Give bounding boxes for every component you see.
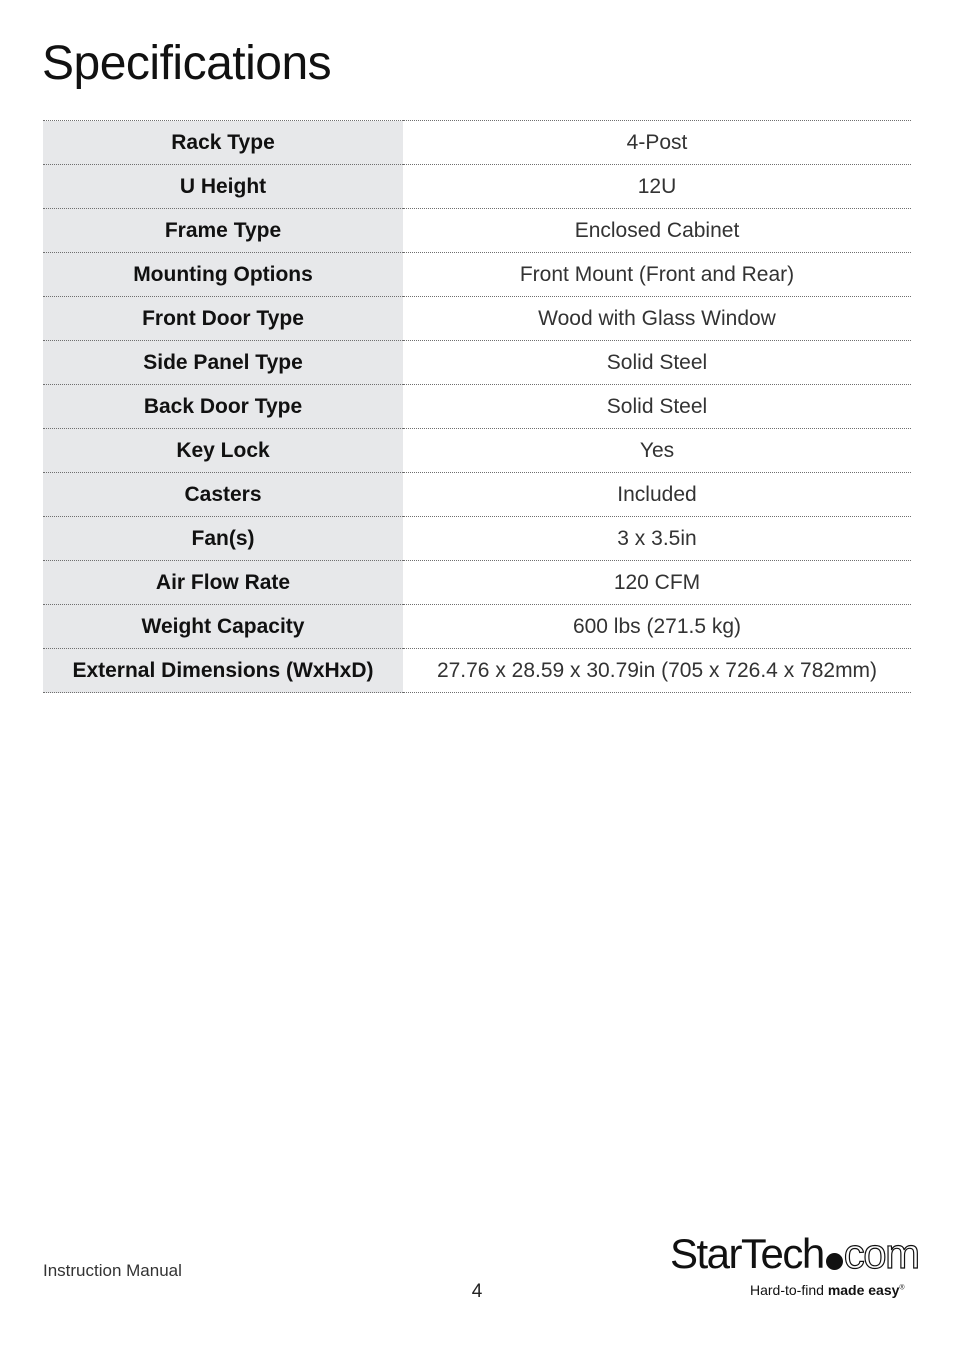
table-row — [43, 605, 911, 649]
spec-label: Frame Type — [43, 209, 403, 253]
spec-label: External Dimensions (WxHxD) — [43, 649, 403, 693]
table-row — [43, 473, 911, 517]
spec-label: Mounting Options — [43, 253, 403, 297]
spec-label: Front Door Type — [43, 297, 403, 341]
spec-label: Casters — [43, 473, 403, 517]
table-row — [43, 649, 911, 693]
spec-value: Wood with Glass Window — [403, 297, 911, 341]
specifications-table — [43, 120, 911, 693]
logo-brand: StarTech — [670, 1230, 824, 1277]
logo-dot-icon — [826, 1253, 843, 1270]
spec-value: Included — [403, 473, 911, 517]
spec-value: 600 lbs (271.5 kg) — [403, 605, 911, 649]
spec-label: Key Lock — [43, 429, 403, 473]
spec-label: Air Flow Rate — [43, 561, 403, 605]
table-row — [43, 429, 911, 473]
spec-label: U Height — [43, 165, 403, 209]
spec-value: 3 x 3.5in — [403, 517, 911, 561]
registered-mark: ® — [899, 1284, 905, 1292]
spec-value: Yes — [403, 429, 911, 473]
spec-value: 27.76 x 28.59 x 30.79in (705 x 726.4 x 782mm) — [403, 649, 911, 693]
spec-label: Weight Capacity — [43, 605, 403, 649]
logo-tagline — [750, 1282, 905, 1298]
spec-label: Back Door Type — [43, 385, 403, 429]
table-row — [43, 121, 911, 165]
logo-wordmark — [670, 1228, 919, 1280]
page-title: Specifications — [42, 37, 332, 90]
table-row — [43, 209, 911, 253]
spec-value: Enclosed Cabinet — [403, 209, 911, 253]
spec-value: 12U — [403, 165, 911, 209]
spec-label: Rack Type — [43, 121, 403, 165]
table-row — [43, 561, 911, 605]
footer-label: Instruction Manual — [43, 1261, 182, 1280]
table-row — [43, 517, 911, 561]
spec-value: Front Mount (Front and Rear) — [403, 253, 911, 297]
table-row — [43, 341, 911, 385]
tagline-bold: made easy — [827, 1282, 900, 1298]
logo-domain: com — [843, 1230, 919, 1277]
page-number: 4 — [471, 1281, 483, 1302]
startech-logo — [670, 1228, 919, 1308]
spec-value: 120 CFM — [403, 561, 911, 605]
table-row — [43, 297, 911, 341]
spec-label: Fan(s) — [43, 517, 403, 561]
table-row — [43, 253, 911, 297]
table-row — [43, 385, 911, 429]
spec-label: Side Panel Type — [43, 341, 403, 385]
spec-value: 4-Post — [403, 121, 911, 165]
tagline-plain: Hard-to-find — [750, 1282, 828, 1298]
spec-value: Solid Steel — [403, 385, 911, 429]
table-row — [43, 165, 911, 209]
spec-value: Solid Steel — [403, 341, 911, 385]
